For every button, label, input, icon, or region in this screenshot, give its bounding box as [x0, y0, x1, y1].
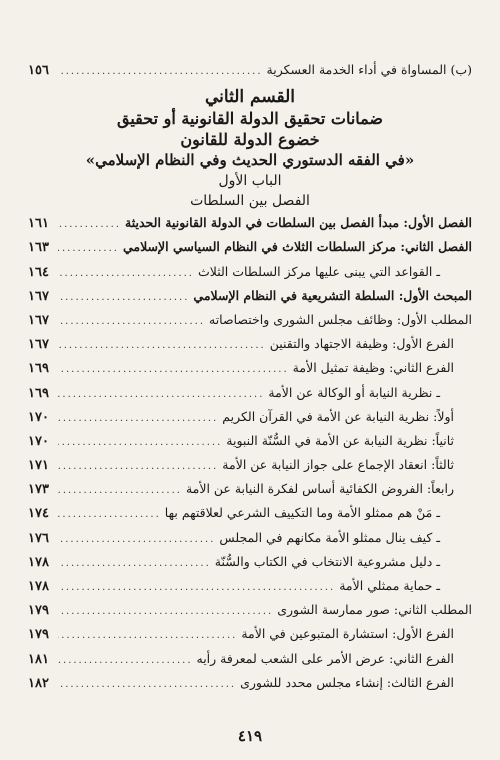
toc-entry-page: ١٧٣	[28, 482, 49, 498]
toc-entry-label: ـ القواعد التي يبنى عليها مركز السلطات الثلاث	[197, 263, 440, 279]
toc-entry-page: ١٥٦	[28, 63, 49, 78]
leader-dots	[58, 431, 222, 455]
leader-dots	[58, 213, 121, 237]
leader-dots	[58, 358, 289, 382]
toc-entry-label: ثالثاً: انعقاد الإجماع على جواز النيابة عن الأمة	[222, 457, 454, 473]
toc-entry-page: ١٧١	[28, 458, 49, 474]
toc-entry-label: (ب) المساواة في أداء الخدمة العسكرية	[266, 62, 472, 77]
book-subtitle: الفصل بين السلطات	[190, 193, 310, 210]
leader-dots	[58, 649, 193, 673]
toc-entry-page: ١٧٩	[28, 627, 49, 643]
toc-entry-label: الفرع الثاني: وظيفة تمثيل الأمة	[292, 360, 454, 376]
toc-entry-page: ١٦٩	[28, 361, 49, 377]
part-heading: القسم الثاني	[204, 87, 295, 108]
leader-dots	[58, 310, 205, 334]
toc-entry	[28, 550, 472, 574]
leader-dots	[58, 237, 119, 261]
toc-entry-page: ١٦١	[28, 216, 49, 232]
toc-entry-page: ١٧٨	[28, 554, 49, 570]
toc-entry	[28, 260, 472, 284]
toc-entry	[28, 501, 472, 525]
toc-entry	[28, 235, 472, 259]
book-heading: الباب الأول	[218, 173, 282, 190]
part-title-line-1: ضمانات تحقيق الدولة القانونية أو تحقيق	[117, 109, 383, 129]
leader-dots	[58, 334, 266, 358]
toc-entry	[28, 284, 472, 308]
toc-entry-label: ـ كيف ينال ممثلو الأمة مكانهم في المجلس	[219, 529, 440, 545]
toc-entry-label: المطلب الثاني: صور ممارسة الشورى	[277, 602, 472, 618]
toc-entry-label: الفرع الثالث: إنشاء مجلس محدد للشورى	[240, 674, 454, 690]
toc-entry-page: ١٨١	[28, 651, 49, 667]
toc-entry-label: أولاً: نظرية النيابة عن الأمة في القرآن الكريم	[222, 408, 454, 424]
toc-entry-label: ـ دليل مشروعية الانتخاب في الكتاب والسُّنّة	[214, 553, 440, 569]
toc-entry-page: ١٧٠	[28, 409, 49, 425]
toc-entry-page: ١٦٤	[28, 264, 49, 280]
toc-entry-label: المبحث الأول: السلطة التشريعية في النظام الإسلامي	[193, 287, 472, 303]
part-title-line-2: خضوع الدولة للقانون	[180, 130, 320, 150]
toc-entry	[28, 647, 472, 671]
leader-dots	[58, 60, 263, 84]
toc-entry	[28, 429, 472, 453]
toc-entry-page: ١٦٧	[28, 337, 49, 353]
toc-entry-label: ـ حماية ممثلي الأمة	[339, 578, 440, 593]
toc-entry	[28, 211, 472, 235]
toc-entry	[28, 381, 472, 405]
toc-entry	[28, 526, 472, 550]
toc-entries	[28, 211, 472, 695]
leader-dots	[58, 576, 335, 600]
leader-dots	[58, 673, 236, 697]
leader-dots	[58, 407, 218, 431]
toc-entry-top	[28, 58, 472, 82]
toc-entry-page: ١٦٩	[28, 385, 49, 401]
toc-entry-label: الفصل الأول: مبدأ الفصل بين السلطات في الدولة القانونية الحديثة	[125, 215, 472, 231]
toc-entry	[28, 405, 472, 429]
leader-dots	[58, 479, 182, 503]
toc-entry-page: ١٧٩	[28, 603, 49, 619]
toc-entry-label: الفرع الأول: وظيفة الاجتهاد والتقنين	[269, 336, 454, 352]
leader-dots	[58, 552, 211, 576]
toc-entry-page: ١٧٨	[28, 579, 49, 594]
toc-entry-label: ـ نظرية النيابة أو الوكالة عن الأمة	[268, 384, 440, 400]
toc-entry-label: الفرع الأول: استشارة المتبوعين في الأمة	[241, 626, 454, 642]
toc-entry-page: ١٧٤	[28, 506, 49, 522]
toc-entry-page: ١٦٣	[28, 240, 49, 256]
toc-entry	[28, 598, 472, 622]
table-of-contents	[28, 58, 472, 695]
toc-entry-label: الفرع الثاني: عرض الأمر على الشعب لمعرفة رأيه	[196, 650, 454, 666]
toc-entry-label: رابعاً: الفروض الكفائية أساس لفكرة النيابة عن الأمة	[185, 481, 454, 497]
toc-entry-page: ١٧٠	[28, 433, 49, 449]
page-number: ٤١٩	[237, 727, 263, 745]
toc-entry-page: ١٨٢	[28, 675, 49, 691]
leader-dots	[58, 503, 161, 527]
toc-entry-page: ١٧٦	[28, 530, 49, 546]
toc-entry	[28, 574, 472, 598]
leader-dots	[58, 624, 237, 648]
toc-entry-label: ثانياً: نظرية النيابة عن الأمة في السُّنّة النبوية	[226, 432, 454, 448]
leader-dots	[58, 262, 194, 286]
toc-entry-label: المطلب الأول: وظائف مجلس الشورى واختصاصاته	[209, 311, 472, 327]
toc-entry	[28, 453, 472, 477]
part-title-line-3: «في الفقه الدستوري الحديث وفي النظام الإسلامي»	[85, 151, 415, 170]
toc-entry-label: ـ مَنْ هم ممثلو الأمة وما التكييف الشرعي لعلاقتهم بها	[164, 505, 440, 521]
toc-entry	[28, 671, 472, 695]
leader-dots	[58, 528, 215, 552]
toc-entry	[28, 622, 472, 646]
toc-entry	[28, 308, 472, 332]
toc-entry	[28, 332, 472, 356]
leader-dots	[58, 600, 273, 624]
leader-dots	[58, 455, 218, 479]
toc-entry	[28, 477, 472, 501]
toc-entry-label: الفصل الثاني: مركز السلطات الثلاث في النظام السياسي الإسلامي	[122, 239, 472, 255]
toc-entry-page: ١٦٧	[28, 312, 49, 328]
toc-entry-page: ١٦٧	[28, 288, 49, 304]
toc-entry	[28, 356, 472, 380]
leader-dots	[58, 383, 264, 407]
leader-dots	[58, 286, 189, 310]
